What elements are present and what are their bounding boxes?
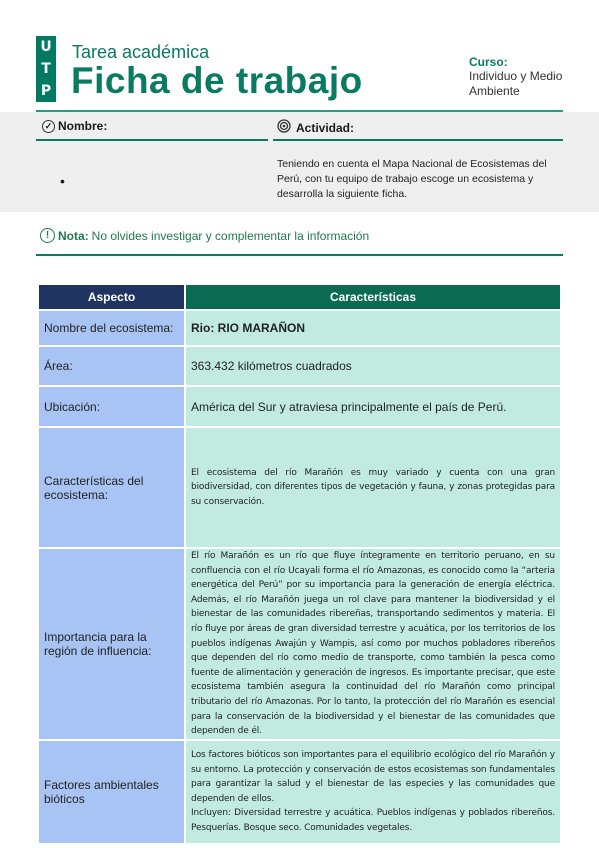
header-caracteristicas: Características (186, 285, 560, 309)
aspect-cell: Factores ambientales bióticos (39, 741, 184, 843)
table-row (39, 311, 560, 345)
document-title: Ficha de trabajo (71, 60, 363, 101)
actividad-label-group (277, 119, 354, 136)
nota-label: Nota: (58, 228, 89, 243)
value-paragraph: Incluyen: Diversidad terrestre y acuática. Pueblos indígenas y poblados ribereños. Pesquerías. Bosque seco. Comunidades vegetales. (191, 808, 555, 833)
aspect-cell: Características del ecosistema: (39, 428, 184, 547)
document-subtitle: Tarea académica (72, 42, 210, 62)
header-aspecto: Aspecto (39, 285, 184, 309)
logo-letter-t: T (41, 61, 51, 77)
actividad-text: Teniendo en cuenta el Mapa Nacional de Ecosistemas del Perú, con tu equipo de trabajo escoge un ecosistema y desarrolla la siguiente ficha. (277, 158, 547, 200)
nota (40, 228, 369, 243)
logo-letter-u: U (40, 39, 52, 55)
value-cell (186, 741, 560, 843)
actividad-label: Actividad: (296, 120, 355, 135)
nota-divider (36, 254, 563, 256)
utp-logo (36, 36, 56, 102)
value-cell: El río Marañón es un río que fluye íntegramente en territorio peruano, en su confluencia con el río Ucayali forma el río Amazonas, es conocido como la “arteria energética del Perú” por su importancia para la generación de energía eléctrica. Además, el río Marañón juega un rol clave para mantener la biodiversidad y el bienestar de las comunidades ribereñas, transportando sedimentos y materia. El río fluye por áreas de gran diversidad terrestre y acuática, por los territorios de los pueblos indígenas Awajún y Wampis, así como por muchos pobladores ribereños que dependen del río como medio de transporte, como también la pesca como fuente de alimentación y generación de ingresos. Es importante precisar, que este ecosistema también asegura la continuidad del río Marañón como principal tributario del río Amazonas. Por lo tanto, la protección del río Marañón es esencial para la conservación de la biodiversidad y el bienestar de las comunidades que dependen de él. (186, 549, 560, 739)
table-row (39, 387, 560, 426)
curso-label: Curso: (469, 55, 508, 69)
aspect-cell: Importancia para la región de influencia: (39, 549, 184, 739)
aspect-cell: Área: (39, 347, 184, 385)
nombre-label-group (42, 119, 107, 133)
value-paragraph: Los factores bióticos son importantes para el equilibrio ecológico del río Marañón y su entorno. La protección y conservación de estos ecosistemas son fundamentales para garantizar la salud y el bienestar de las especies y las comunidades que dependen de ellos. (191, 749, 555, 804)
table-row (39, 549, 560, 739)
target-icon (277, 119, 291, 136)
table-row (39, 428, 560, 547)
value-cell: 363.432 kilómetros cuadrados (186, 347, 560, 385)
nota-text: No olvides investigar y complementar la información (91, 228, 370, 243)
value-cell: Rio: RIO MARAÑON (186, 311, 560, 345)
logo-letter-p: P (40, 83, 52, 99)
value-cell: El ecosistema del río Marañón es muy variado y cuenta con una gran biodiversidad, con diferentes tipos de vegetación y fauna, y zonas protegidas para su conservación. (186, 428, 560, 547)
table-header-row (39, 285, 560, 309)
aspect-cell: Nombre del ecosistema: (39, 311, 184, 345)
nombre-bullet: • (60, 173, 65, 189)
curso-value: Individuo y Medio Ambiente (469, 69, 563, 98)
value-cell: América del Sur y atraviesa principalmente el país de Perú. (186, 387, 560, 426)
table-row (39, 347, 560, 385)
ecosystem-table (37, 283, 562, 845)
table-row (39, 741, 560, 843)
nombre-underline (36, 139, 268, 141)
exclamation-circle-icon: ! (40, 228, 55, 243)
aspect-cell: Ubicación: (39, 387, 184, 426)
nombre-label: Nombre: (58, 119, 108, 133)
check-circle-icon: ✓ (42, 120, 55, 133)
actividad-underline (273, 139, 563, 141)
